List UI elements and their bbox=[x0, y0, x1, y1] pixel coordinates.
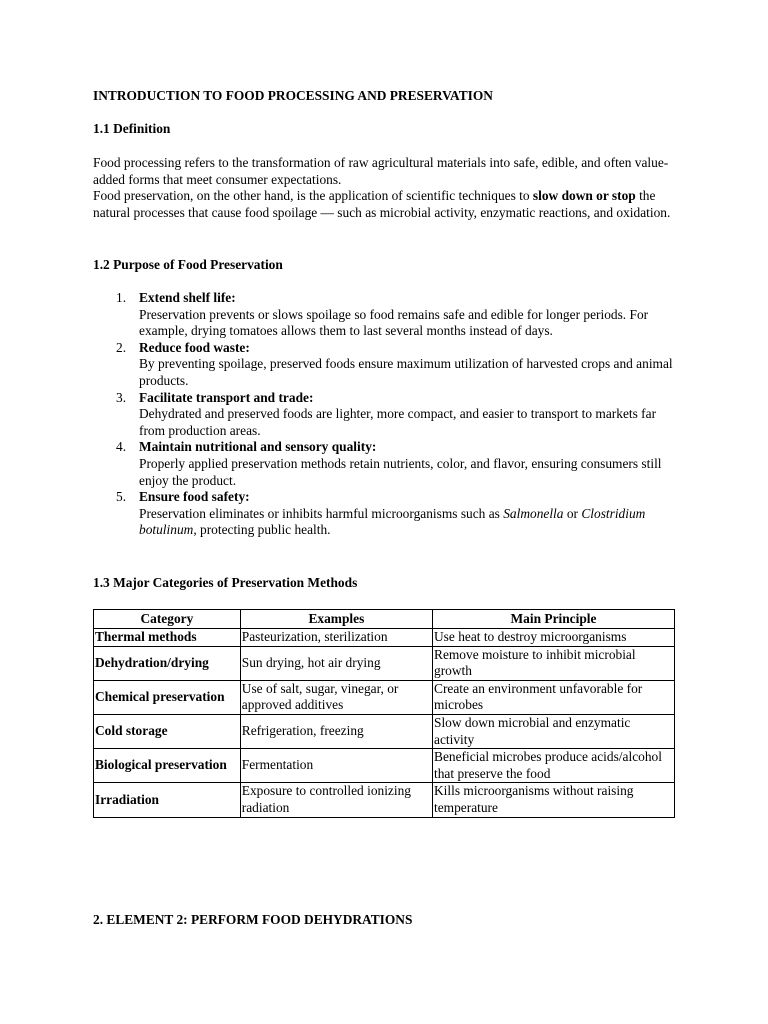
table-row bbox=[94, 646, 675, 680]
list-item-text-part: or bbox=[563, 505, 582, 521]
table-row bbox=[94, 714, 675, 748]
section-heading-element-2: 2. ELEMENT 2: PERFORM FOOD DEHYDRATIONS bbox=[93, 912, 413, 927]
table-cell-category: Irradiation bbox=[94, 783, 241, 817]
section-heading-definition: 1.1 Definition bbox=[93, 121, 171, 136]
definition-text-part: Food preservation, on the other hand, is the application of scientific techniques to bbox=[93, 188, 533, 204]
definition-paragraph-processing: Food processing refers to the transformation of raw agricultural materials into safe, edible, and often value-added forms that meet consumer expectations. bbox=[93, 155, 669, 187]
section-heading-categories: 1.3 Major Categories of Preservation Methods bbox=[93, 575, 358, 590]
list-item-heading: Maintain nutritional and sensory quality: bbox=[139, 439, 377, 455]
list-item-text-part: Preservation eliminates or inhibits harmful microorganisms such as bbox=[139, 505, 504, 521]
table-cell-principle: Slow down microbial and enzymatic activity bbox=[433, 714, 675, 748]
list-item-body: Dehydrated and preserved foods are lighter, more compact, and easier to transport to markets far from production areas. bbox=[139, 406, 657, 438]
table-cell-principle: Kills microorganisms without raising temperature bbox=[433, 783, 675, 817]
organism-name: Salmonella bbox=[503, 505, 564, 521]
list-item-number: 5. bbox=[116, 489, 127, 505]
list-item bbox=[93, 290, 683, 340]
table-cell-examples: Exposure to controlled ionizing radiation bbox=[240, 783, 432, 817]
table-cell-category: Cold storage bbox=[94, 714, 241, 748]
definition-paragraph-preservation bbox=[93, 188, 683, 221]
document-title: INTRODUCTION TO FOOD PROCESSING AND PRESERVATION bbox=[93, 88, 493, 103]
table-cell-examples: Sun drying, hot air drying bbox=[240, 646, 432, 680]
list-item-heading: Extend shelf life: bbox=[139, 290, 236, 305]
table-cell-examples: Pasteurization, sterilization bbox=[240, 629, 432, 647]
table-cell-principle: Remove moisture to inhibit microbial growth bbox=[433, 646, 675, 680]
list-item-number: 3. bbox=[116, 389, 127, 405]
list-item bbox=[93, 439, 683, 489]
table-cell-category: Dehydration/drying bbox=[94, 646, 241, 680]
column-header: Category bbox=[94, 610, 241, 629]
table-cell-examples: Fermentation bbox=[240, 749, 432, 783]
table-row bbox=[94, 749, 675, 783]
list-item-number: 1. bbox=[116, 290, 127, 305]
definition-bold-phrase: slow down or stop bbox=[532, 188, 636, 204]
organism-name: Clostridium botulinum bbox=[139, 505, 646, 538]
list-item bbox=[93, 489, 683, 539]
table-cell-principle: Use heat to destroy microorganisms bbox=[433, 629, 675, 647]
table-cell-category: Biological preservation bbox=[94, 749, 241, 783]
list-item-heading: Facilitate transport and trade: bbox=[139, 389, 314, 405]
list-item-number: 4. bbox=[116, 439, 127, 455]
table-row bbox=[94, 783, 675, 817]
table-cell-principle: Create an environment unfavorable for microbes bbox=[433, 680, 675, 714]
table-row bbox=[94, 680, 675, 714]
list-item-body: Properly applied preservation methods retain nutrients, color, and flavor, ensuring consumers still enjoy the product. bbox=[139, 455, 662, 488]
preservation-methods-table bbox=[93, 609, 675, 818]
table-cell-examples: Refrigeration, freezing bbox=[240, 714, 432, 748]
list-item-body bbox=[139, 506, 683, 539]
table-cell-category: Chemical preservation bbox=[94, 680, 241, 714]
list-item-number: 2. bbox=[116, 339, 127, 355]
list-item-body: Preservation prevents or slows spoilage so food remains safe and edible for longer periods. For example, drying tomatoes allows them to last several months instead of days. bbox=[139, 306, 649, 339]
list-item-heading: Reduce food waste: bbox=[139, 339, 250, 355]
list-item bbox=[93, 390, 683, 440]
table-cell-examples: Use of salt, sugar, vinegar, or approved additives bbox=[240, 680, 432, 714]
list-item bbox=[93, 340, 683, 390]
table-cell-category: Thermal methods bbox=[94, 629, 241, 647]
table-header-row bbox=[94, 610, 675, 629]
list-item-body: By preventing spoilage, preserved foods ensure maximum utilization of harvested crops and animal products. bbox=[139, 356, 673, 388]
table-row bbox=[94, 629, 675, 647]
column-header: Main Principle bbox=[433, 610, 675, 629]
column-header: Examples bbox=[240, 610, 432, 629]
section-heading-purpose: 1.2 Purpose of Food Preservation bbox=[93, 257, 283, 272]
list-item-heading: Ensure food safety: bbox=[139, 489, 250, 505]
list-item-text-part: , protecting public health. bbox=[193, 522, 331, 538]
definition-text bbox=[93, 155, 683, 221]
definition-text-part: the natural processes that cause food spoilage — such as microbial activity, enzymatic reactions, and oxidation. bbox=[93, 188, 671, 220]
purpose-list bbox=[93, 290, 683, 539]
table-cell-principle: Beneficial microbes produce acids/alcohol that preserve the food bbox=[433, 749, 675, 783]
